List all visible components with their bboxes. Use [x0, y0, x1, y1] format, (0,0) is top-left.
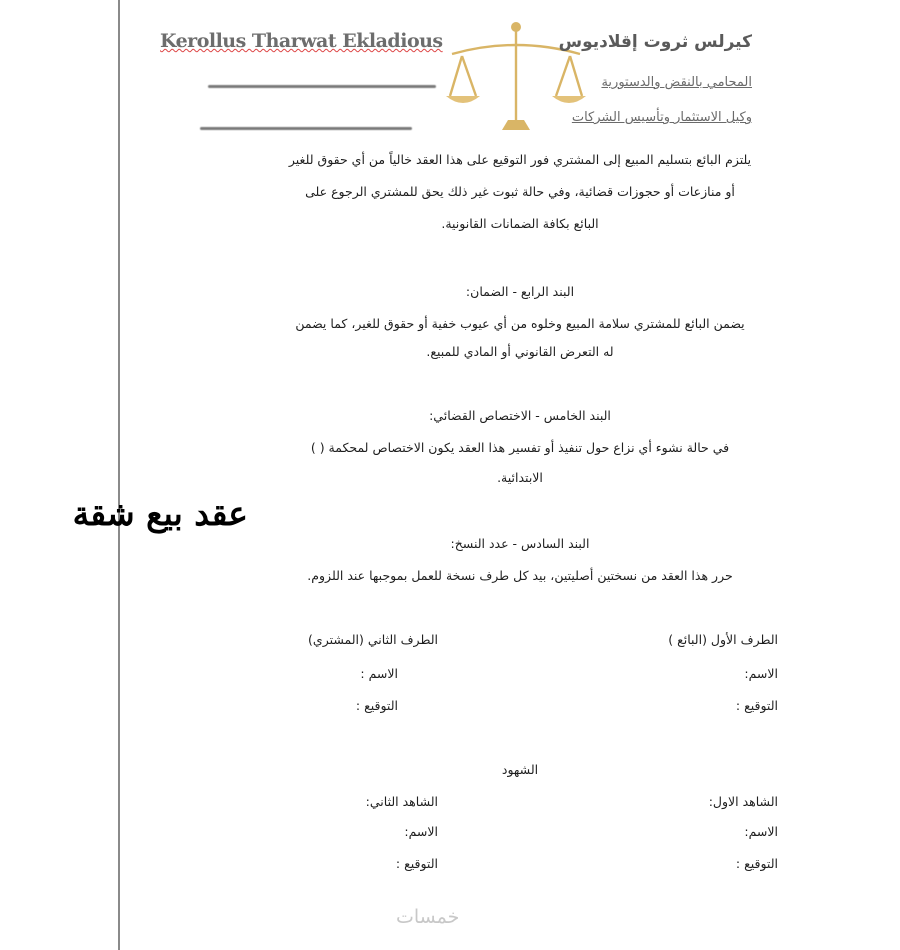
paragraph-line: البائع بكافة الضمانات القانونية.: [441, 216, 599, 231]
second-witness-name-label: الاسم:: [404, 824, 438, 839]
paragraph-line: يلتزم البائع بتسليم المبيع إلى المشتري فور التوقيع على هذا العقد خالياً من أي حقوق للغير: [288, 152, 752, 167]
second-witness-signature-label: التوقيع :: [395, 856, 438, 871]
document-title: عقد بيع شقة: [72, 494, 248, 533]
page-margin-line: [118, 0, 120, 950]
lawyer-title-2: وكيل الاستثمار وتأسيس الشركات: [571, 110, 752, 125]
english-subtitle-line-1: [208, 85, 436, 88]
first-witness-name-label: الاسم:: [744, 824, 778, 839]
paragraph-line: أو منازعات أو حجوزات قضائية، وفي حالة ثبوت غير ذلك يحق للمشتري الرجوع على: [305, 184, 735, 199]
lawyer-title-1: المحامي بالنقض والدستورية: [601, 75, 752, 90]
english-subtitle-line-2: [200, 127, 412, 130]
lawyer-name-english: Kerollus Tharwat Ekladious: [160, 30, 443, 52]
paragraph-line: له التعرض القانوني أو المادي للمبيع.: [426, 344, 614, 359]
paragraph-line: في حالة نشوء أي نزاع حول تنفيذ أو تفسير هذا العقد يكون الاختصاص لمحكمة ( ): [310, 440, 730, 455]
paragraph-line: يضمن البائع للمشتري سلامة المبيع وخلوه من أي عيوب خفية أو حقوق للغير، كما يضمن: [295, 316, 745, 331]
clause-4-heading: البند الرابع - الضمان:: [465, 284, 575, 299]
second-witness-label: الشاهد الثاني:: [365, 794, 438, 809]
clause-6-heading: البند السادس - عدد النسخ:: [450, 536, 590, 551]
paragraph-line: الابتدائية.: [497, 470, 543, 485]
second-party-signature-label: التوقيع :: [355, 698, 398, 713]
khamsat-watermark: خمسات: [396, 906, 460, 928]
first-party-label: الطرف الأول (البائع ): [668, 632, 778, 647]
second-party-label: الطرف الثاني (المشتري): [308, 632, 438, 647]
header-arabic: [552, 32, 752, 125]
clause-5-heading: البند الخامس - الاختصاص القضائي:: [429, 408, 611, 423]
lawyer-name-arabic: كيرلس ثروت إقلاديوس: [558, 32, 752, 52]
paragraph-line: حرر هذا العقد من نسختين أصليتين، بيد كل طرف نسخة للعمل بموجبها عند اللزوم.: [307, 568, 733, 583]
first-witness-label: الشاهد الاول:: [708, 794, 778, 809]
first-party-name-label: الاسم:: [744, 666, 778, 681]
first-party-signature-label: التوقيع :: [735, 698, 778, 713]
header-english: [160, 30, 445, 130]
first-witness-signature-label: التوقيع :: [735, 856, 778, 871]
second-party-name-label: الاسم :: [360, 666, 398, 681]
witnesses-heading: الشهود: [501, 762, 539, 777]
